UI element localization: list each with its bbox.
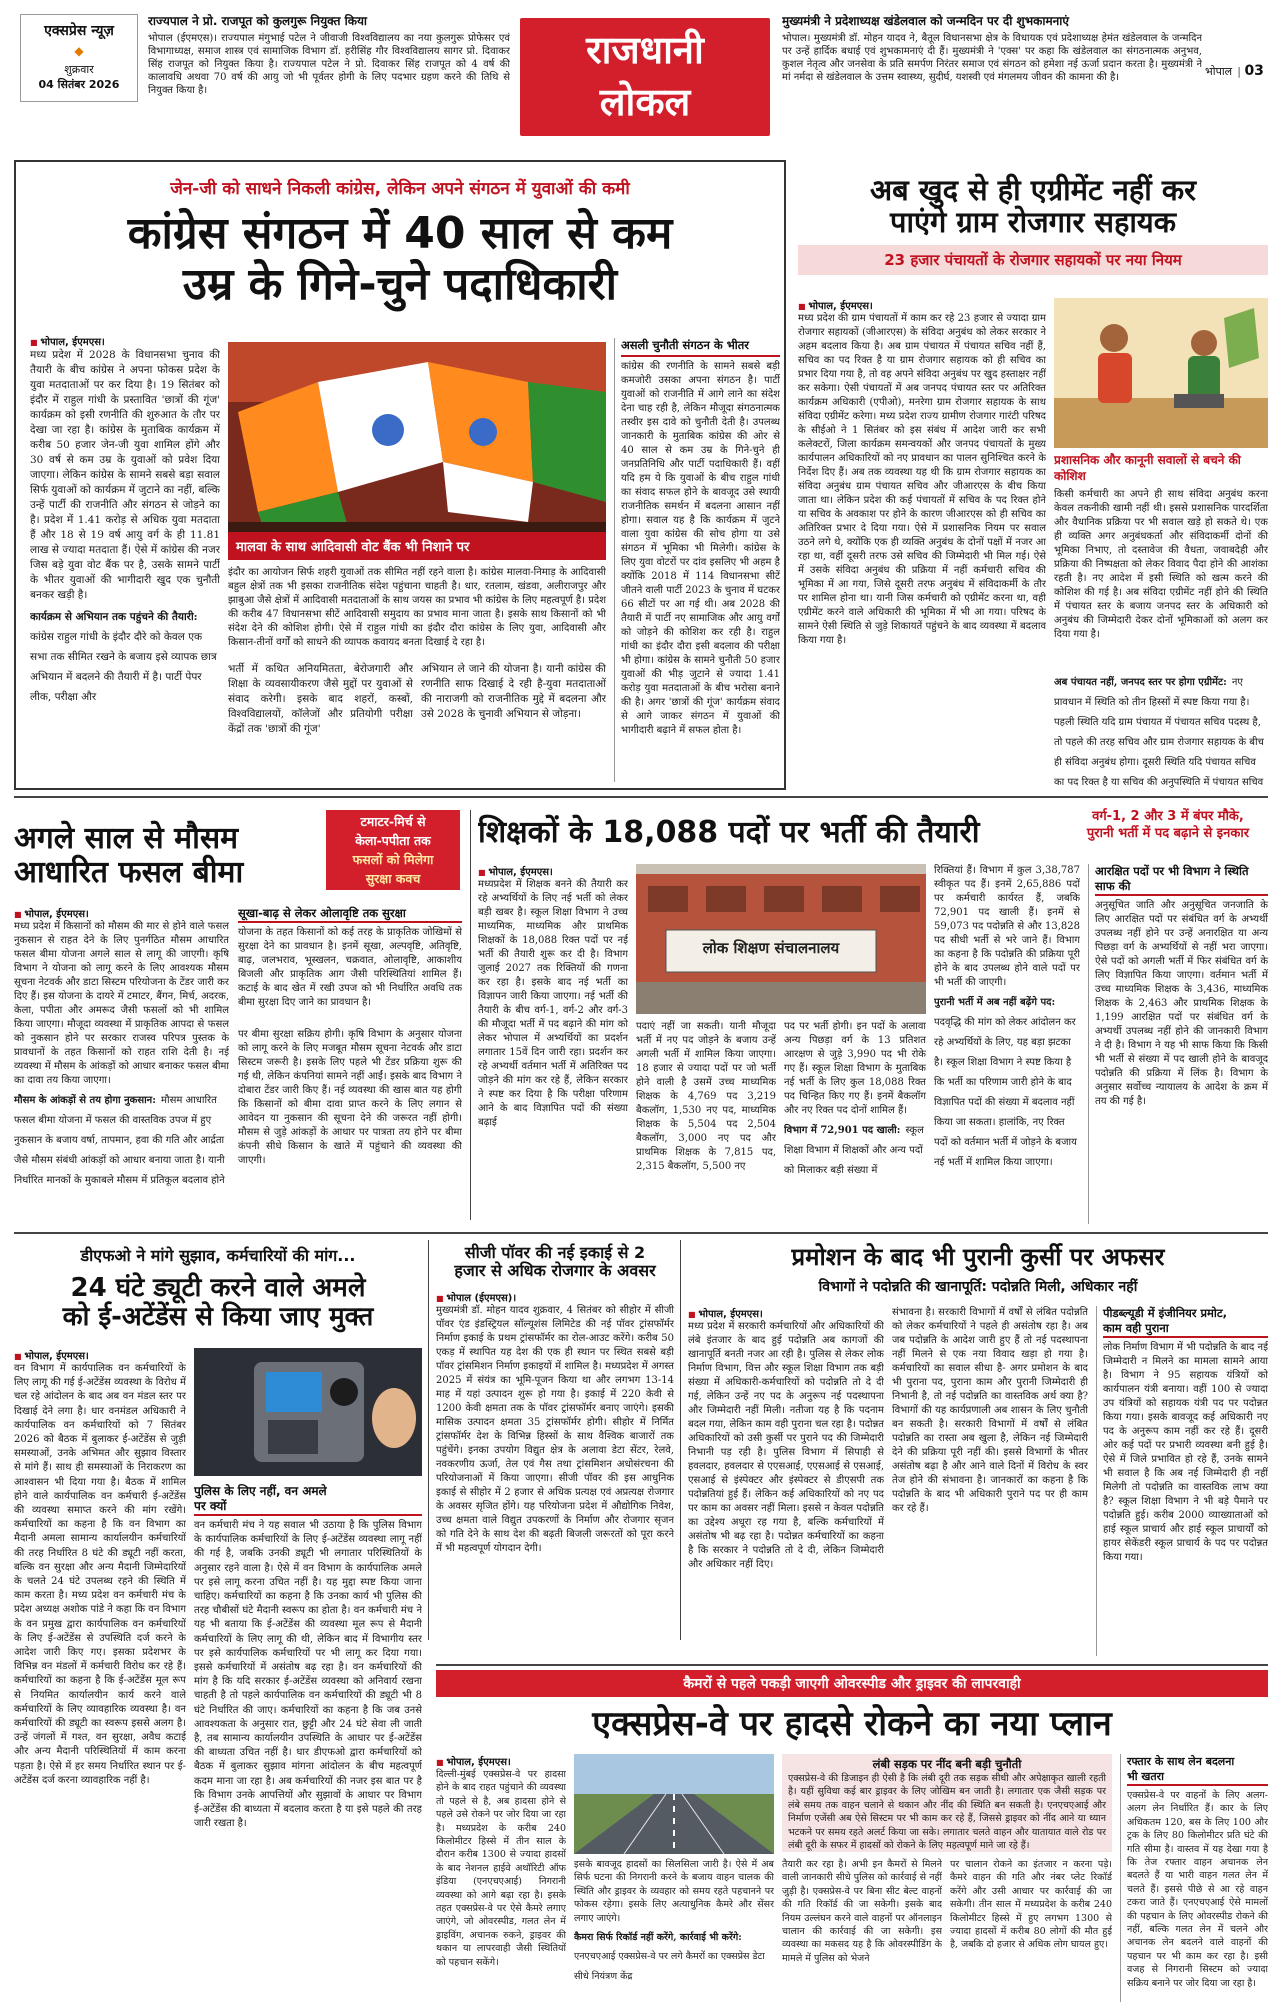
bima-col1 [14,906,229,1224]
etendance-headline-line1: 24 घंटे ड्यूटी करने वाले अमले [70,1273,366,1303]
expressway-box-text: एक्सप्रेस-वे की डिजाइन ही ऐसी है कि लंबी दूरी तक सड़क सीधी और अपेक्षाकृत खाली रहती है। यहीं सुविधा कई बार ड्राइवर के लिए जोखिम बन जाती है। लगातार एक जैसी सड़क पर लंबे समय तक वाहन चलाने से थकान और नींद की स्थिति बन सकती है। एनएचएआई और निर्माण एजेंसी अब ऐसे सिस्टम पर भी काम कर रहे हैं, जिससे ड्राइवर को नींद आने या ध्यान भटकने पर समय रहते अलर्ट किया जा सके। लगातार चलते वाहन और यातायात वाले रोड पर लंबी दूरी के सफर में हादसों को रोकने के लिए महत्वपूर्ण माने जा रहे हैं। [788,1773,1106,1852]
lead-box-title: असली चुनौती संगठन के भीतर [621,338,780,357]
folio-city: भोपाल [1205,65,1233,78]
lead-headline-line2: उम्र के गिने-चुने पदाधिकारी [182,259,618,311]
shikshak-col2b [784,1020,926,1224]
shikshak-col3 [934,864,1080,1224]
cgpower-story [436,1238,674,1658]
brief-right-text: भोपाल। मुख्यमंत्री डॉ. मोहन यादव ने, बैतूल विधानसभा क्षेत्र के विधायक एवं प्रदेशाध्यक्ष हेमंत खंडेलवाल के जन्मदिन पर उन्हें हार्दिक बधाई एवं शुभकामनाएं दी हैं। मुख्यमंत्री ने 'एक्स' पर कहा कि खंडेलवाल का संगठनात्मक अनुभव, कुशल नेतृत्व और जनसेवा के प्रति समर्पण निरंतर समाज एवं संगठन को हमेशा नई ऊर्जा प्रदान करता है। मुख्यमंत्री ने मां नर्मदा से खंडेलवाल के उत्तम स्वास्थ्य, सुदीर्घ, यशस्वी एवं मंगलमय जीवन की कामना की है। [782,33,1202,83]
bima-col2 [238,1028,462,1224]
bima-text-b: पर बीमा सुरक्षा सक्रिय होगी। कृषि विभाग के अनुसार योजना को लागू करने के लिए मजबूत मौसम सूचना नेटवर्क और डाटा सिस्टम जरूरी है। इसके लिए पहले भी टेंडर प्रक्रिया शुरू की गई थी, लेकिन कंपनियां सामने नहीं आईं। इसके बाद विभाग ने दोबारा टेंडर जारी किए हैं। नई व्यवस्था की खास बात यह होगी कि किसानों को बीमा दावा प्राप्त करने के लिए लगान से आवेदन या नुकसान की सूचना देने की जरूरत नहीं होगी। मौसम से जुड़े आंकड़ों के आधार पर पात्रता तय होने पर बीमा कंपनी सीधे किसान के खाते में पहुंचाने की व्यवस्था की जाएगी। [238,1029,462,1166]
col-divider-cgpower [680,1240,681,1640]
lead-kicker: जेन-जी को साधने निकली कांग्रेस, लेकिन अपने संगठन में युवाओं की कमी [170,179,630,199]
masthead [0,0,1279,160]
shikshak-col3-sub: पुरानी भर्ती में अब नहीं बढ़ेंगे पद: [934,997,1056,1008]
bima-tag-line4: सुरक्षा कवच [365,871,421,886]
expressway-col4-text: पर चालान रोकने का इंतजार न करना पड़े। कैमरे वाहन की गति और नंबर प्लेट रिकॉर्ड करेंगे और उसी आधार पर कार्रवाई की जा सकेगी। तीन साल में मध्यप्रदेश के करीब 240 किलोमीटर हिस्से में हुए लगभग 1300 से ज्यादा हादसों में करीब 80 लोगों की मौत हुई है, जबकि दो हजार से अधिक लोग घायल हुए। [950,1859,1112,1951]
section-banner [520,18,770,136]
gram-sub2: अब पंचायत नहीं, जनपद स्तर पर होगा एग्रीमेंट: [1054,677,1227,688]
folio-page-number: 03 [1244,63,1264,79]
cgpower-headline-line1: सीजी पॉवर की नई इकाई से 2 [464,1243,646,1262]
expressway-col2-sub: कैमरा सिर्फ रिकॉर्ड नहीं करेंगे, कार्रवाई भी करेंगे: [574,1932,742,1944]
expressway-col3 [782,1858,942,2002]
bima-box [238,906,462,1024]
lead-inner-box [614,338,780,782]
lead-strip [228,566,606,656]
logo-diamond-icon: ◆ [74,44,84,58]
expressway-kicker: कैमरों से पहले पकड़ी जाएगी ओवरस्पीड और ड्राइवर की लापरवाही [436,1670,1268,1697]
bima-tag-line2: केला-पपीता तक [355,833,431,848]
bima-box-text: योजना के तहत किसानों को कई तरह के प्राकृतिक जोखिमों से सुरक्षा देने का प्रावधान है। इनमें सूखा, अल्पवृष्टि, अतिवृष्टि, बाढ़, जलभराव, भूस्खलन, चक्रवात, ओलावृष्टि, आकाशीय बिजली और प्राकृतिक आग जैसी परिस्थितियां शामिल हैं। कटाई के बाद खेत में रखी उपज को भी निर्धारित अवधि तक बीमा सुरक्षा दिए जाने का प्रावधान है। [238,927,462,1008]
promotion-box [1096,1306,1268,1656]
expressway-headline: एक्सप्रेस-वे पर हादसे रोकने का नया प्लान [592,1704,1112,1744]
workers-illustration [1054,298,1268,448]
shikshak-col2b-text: पद पर भर्ती होगी। इन पदों के अलावा अन्य पिछड़ा वर्ग के 13 प्रतिशत आरक्षण से जुड़े 3,990 पद भी रोके गए हैं। स्कूल शिक्षा विभाग के मुताबिक नई भर्ती के लिए कुल 18,088 रिक्त पद चिन्हित किए गए हैं। इनमें बैकलॉग और नए रिक्त पद दोनों शामिल हैं। [784,1021,926,1116]
shikshak-subhead-line2: पुरानी भर्ती में पद बढ़ाने से इनकार [1086,826,1250,841]
lead-dateline: ■ भोपाल, ईएमएस। [30,334,220,348]
gram-col3 [1054,670,1268,788]
shikshak-col2a-text: पदाएं नहीं जा सकती। यानी मौजूदा भर्ती में नए पद जोड़ने के बजाय उन्हें अगली भर्ती में शामिल किया जाएगा। 18 हजार से ज्यादा पदों पर जो भर्ती होने वाली है उसमें उच्च माध्यमिक शिक्षक के 4,769 पद 3,219 बैकलॉग, 1,530 नए पद, माध्यमिक शिक्षक के 5,504 पद 2,504 बैकलॉग, 3,000 नए पद और प्राथमिक शिक्षक के 7,815 पद, 2,315 बैकलॉग, 5,500 नए [636,1021,776,1172]
promotion-story [688,1238,1268,1658]
bima-dateline: ■ भोपाल, ईएमएस। [14,906,229,920]
shikshak-subhead [1068,808,1268,858]
expressway-col2-subtext: एनएचएआई एक्सप्रेस-वे पर लगे कैमरों का एक्सप्रेस डेटा सीधे नियंत्रण केंद्र [574,1951,765,1982]
biometric-device-photo [194,1348,422,1476]
promotion-headline: प्रमोशन के बाद भी पुरानी कुर्सी पर अफसर [791,1243,1165,1271]
expressway-story [436,1670,1268,2004]
expressway-col3-text: तैयारी कर रहा है। अभी इन कैमरों से मिलने वाली जानकारी सीधे पुलिस को कार्रवाई से नहीं जुड़ी है। एक्सप्रेस-वे पर बिना सीट बेल्ट वाहनों की गति रिकॉर्ड की जा सकेगी। इसके बाद नियम उल्लंघन करने वाले वाहनों पर ऑनलाइन चालान की कार्रवाई की जा सकेगी। इस व्यवस्था का मकसद यह है कि ओवरस्पीडिंग के मामले में पुलिस को भेजने [782,1859,942,1964]
gram-text: मध्य प्रदेश की ग्राम पंचायतों में काम कर रहे 23 हजार से ज्यादा ग्राम रोजगार सहायकों (जीआरएस) के संविदा अनुबंध को लेकर सरकार ने अहम बदलाव किया है। अब ग्राम पंचायत में पंचायत सचिव नहीं हैं, सचिव का पद रिक्त है या ग्राम रोजगार सहायक को ही सचिव का प्रभार दिया गया है, तो वह अपने संविदा अनुबंध पर खुद हस्ताक्षर नहीं कर सकेगा। ऐसी पंचायतों में अब जनपद पंचायत स्तर पर अतिरिक्त कार्यक्रम अधिकारी (एपीओ), मनरेगा ग्राम रोजगार सहायक के साथ संविदा एग्रीमेंट करेगा। मध्य प्रदेश राज्य ग्रामीण रोजगार गारंटी परिषद के सीईओ ने 1 सितंबर को इस संबंध में आदेश जारी कर सभी कलेक्टरों, जिला कार्यक्रम समन्वयकों और जनपद पंचायतों के मुख्य कार्यपालन अधिकारियों को नए प्रावधान का पालन सुनिश्चित करने के निर्देश दिए हैं। अब तक व्यवस्था यह थी कि ग्राम रोजगार सहायक का संविदा अनुबंध ग्राम पंचायत सचिव और जीआरएस के बीच किया जाता था। लेकिन प्रदेश की कई पंचायतों में सचिव के पद रिक्त होने या सचिव के अवकाश पर होने के कारण जीआरएस को ही सचिव का अतिरिक्त प्रभार दे दिया गया। ऐसे में प्रशासनिक नियम पर सवाल उठने लगे थे, क्योंकि एक ही व्यक्ति अनुबंध के दोनों पक्षों में नजर आ रहा था, वहीं दूसरी तरफ उसे सचिव की जिम्मेदारी भी मिल गई। ऐसे में उसके संविदा अनुबंध की प्रक्रिया में नहीं कर्मचारी सचिव की भूमिका में आ गया, जिसे दूसरी तरफ अनुबंध में संविदाकर्मी के तौर पर शामिल होना था। यानी जिस कर्मचारी को एग्रीमेंट करना था, वही एग्रीमेंट करने वाले अधिकारी की भूमिका में भी आ गया। परिषद के सामने ऐसी स्थिति से जुड़े शिकायतें पहुंचने के बाद व्यवस्था में बदलाव किया गया है। [798,313,1046,646]
col-divider-bima [470,810,471,1220]
shikshak-col3-text: रिक्तियां हैं। विभाग में कुल 3,38,787 स्वीकृत पद हैं। इनमें 2,65,886 पदों पर कर्मचारी कार्यरत हैं, जबकि 72,901 पद खाली हैं। इनमें से 59,073 पद पदोन्नति से और 13,828 पद सीधी भर्ती से भरे जाने हैं। विभाग का कहना है कि पदोन्नति की प्रक्रिया पूरी होने के बाद उपलब्ध होने वाले पदों पर भी भर्ती की जाएगी। [934,865,1080,988]
gram-dateline: ■ भोपाल, ईएमएस। [798,298,1046,312]
gram-box-text: किसी कर्मचारी का अपने ही साथ संविदा अनुबंध करना केवल तकनीकी खामी नहीं थी। इससे प्रशासनिक पारदर्शिता और वैधानिक प्रक्रिया पर भी सवाल खड़े हो सकते थे। एक ही व्यक्ति अगर अनुबंधकर्ता और संविदाकर्मी दोनों की भूमिका निभाए, तो दस्तावेज की वैधता, जवाबदेही और प्रक्रिया की निष्पक्षता को लेकर विवाद पैदा होने की आशंका रहती है। नए आदेश में इसी स्थिति को खत्म करने की कोशिश की गई है। अब संविदा एग्रीमेंट नहीं होने की स्थिति में पंचायत स्तर के बजाय जनपद स्तर के अधिकारी को अनुबंध की जिम्मेदारी देकर दोनों भूमिकाओं को अलग कर दिया गया है। [1054,489,1268,640]
gram-box [1054,488,1268,668]
directorate-building-photo [636,864,926,1014]
shikshak-box-title: आरक्षित पदों पर भी विभाग ने स्थिति साफ की [1095,864,1268,896]
issue-day: शुक्रवार [64,63,94,76]
gram-subhead: 23 हजार पंचायतों के रोजगार सहायकों पर नया नियम [798,245,1268,275]
lead-col1-subtext: कांग्रेस राहुल गांधी के इंदौर दौरे को केवल एक सभा तक सीमित रखने के बजाय इसे व्यापक छात्र अभियान में बदलने की तैयारी में है। पार्टी पेपर लीक, परीक्षा और [30,631,217,703]
etendance-dateline: ■ भोपाल, ईएमएस। [14,1348,186,1362]
shikshak-headline: शिक्षकों के 18,088 पदों पर भर्ती की तैयारी [478,815,980,850]
rally-flags-photo [228,342,606,560]
etendance-headline-line2: को ई-अटेंडेंस से किया जाए मुक्त [62,1302,374,1333]
lead-col1-subhead: कार्यक्रम से अभियान तक पहुंचने की तैयारी: [30,611,198,623]
row-divider-1 [14,796,1268,798]
brief-left-text: भोपाल (ईएमएस)। राज्यपाल मंगुभाई पटेल ने जीवाजी विश्वविद्यालय का नया कुलगुरू प्रोफेसर एवं विभागाध्यक्ष, समाज शास्त्र एवं सामाजिक विभाग डॉ. हरीसिंह गौर विश्वविद्यालय सागर प्रो. दिवाकर सिंह राजपूत को नियुक्त किया है। राज्यपाल पटेल ने प्रो. दिवाकर सिंह राजपूत को 4 वर्ष की कालावधि अथवा 70 वर्ष की आयु जो भी पूर्वतर होगी के लिए पदभार ग्रहण करने की तिथि से नियुक्त किया है। [148,33,510,96]
bima-tag-line3: फसलों को मिलेगा [352,852,434,867]
bima-sub1-text: मौसम आधारित फसल बीमा योजना में फसल की वास्तविक उपज में हुए नुकसान के बजाय वर्षा, तापमान, हवा की गति और आर्द्रता जैसे मौसम संबंधी आंकड़ों को आधार बनाया जाता है। यानी निर्धारित मानकों के मुकाबले मौसम में प्रतिकूल बदलाव होने [14,1095,225,1186]
shikshak-col3-subtext: पदवृद्धि की मांग को लेकर आंदोलन कर रहे अभ्यर्थियों के लिए, यह बड़ा झटका है। स्कूल शिक्षा विभाग ने स्पष्ट किया है कि भर्ती का परिणाम जारी होने के बाद विज्ञापित पदों की संख्या में बदलाव नहीं किया जा सकता। हालांकि, नए रिक्त पदों को वर्तमान भर्ती में जोड़ने के बजाय नई भर्ती में शामिल किया जाएगा। [934,1017,1077,1168]
expressway-side-title-line1: रफ्तार के साथ लेन बदलना [1127,1755,1235,1768]
expressway-col1-text: दिल्ली-मुंबई एक्सप्रेस-वे पर हादसा होने के बाद राहत पहुंचाने की व्यवस्था तो पहले से है, अब हादसा होने से पहले उसे रोकने पर जोर दिया जा रहा है। मध्यप्रदेश के करीब 240 किलोमीटर हिस्से में तीन साल के दौरान करीब 1300 से ज्यादा हादसों के बाद नेशनल हाईवे अथॉरिटी ऑफ इंडिया (एनएचएआई) निगरानी व्यवस्था को आगे बढ़ा रहा है। इसके तहत एक्सप्रेस-वे पर ऐसे कैमरे लगाए जाएंगे, जो ओवरस्पीड, गलत लेन में ड्राइविंग, अचानक रुकने, ड्राइवर की थकान या लापरवाही जैसी स्थितियों को पहचान सकेंगे। [436,1769,566,1968]
expressway-col2 [574,1858,774,2002]
expressway-col1 [436,1754,566,2002]
paper-name: एक्सप्रेस न्यूज़ [44,23,114,39]
bima-headline-line2: आधारित फसल बीमा [14,854,244,890]
shikshak-box-text: अनुसूचित जाति और अनुसूचित जनजाति के लिए आरक्षित पदों पर संबंधित वर्ग के अभ्यर्थी उपलब्ध नहीं होने पर उन्हें अनारक्षित या अन्य पिछड़ा वर्ग के अभ्यर्थियों से नहीं भरा जाएगा। ऐसे पदों को अगली भर्ती में फिर संबंधित वर्ग के लिए विज्ञापित किया जाएगा। वर्तमान भर्ती में उच्च माध्यमिक शिक्षक के 3,436, माध्यमिक शिक्षक के 2,463 और प्राथमिक शिक्षक के 1,199 आरक्षित पदों पर संबंधित वर्ग के अभ्यर्थी उपलब्ध नहीं होने की जानकारी विभाग ने दी है। विभाग ने यह भी साफ किया कि किसी भी भर्ती से संख्या में पद खाली होने के बावजूद पदोन्नति की प्रक्रिया में लिंक है। विभाग के अनुसार सर्वोच्च न्यायालय के आदेश के क्रम में तय की गई है। [1095,900,1268,1107]
lead-col1 [30,334,220,784]
gram-photo-caption: प्रशासनिक और कानूनी सवालों से बचने की कोशिश [1054,453,1241,483]
cgpower-dateline: ■ भोपाल (ईएमएस)। [436,1290,674,1304]
expressway-side-box [1120,1754,1268,2002]
etendance-story [14,1238,422,2002]
shikshak-col2a [636,1020,776,1224]
cgpower-body [436,1290,674,1656]
lead-strip-text: इंदौर का आयोजन सिर्फ शहरी युवाओं तक सीमित नहीं रहने वाला है। कांग्रेस मालवा-निमाड़ के आदिवासी बहुल क्षेत्रों तक भी इसका राजनीतिक संदेश पहुंचाना चाहती है। धार, रतलाम, खंडवा, अलीराजपुर और झाबुआ जैसे क्षेत्रों में आदिवासी मतदाताओं के साथ जयस का प्रभाव भी कांग्रेस के लिए महत्वपूर्ण है। प्रदेश की करीब 47 विधानसभा सीटें आदिवासी समुदाय का प्रभाव माना जाता है। इसके साथ किसानों को भी संदेश देने की कोशिश होगी। ऐसे में राहुल गांधी का इंदौर दौरा कांग्रेस के लिए युवा, आदिवासी और किसान-तीनों वर्गों को साधने की व्यापक कवायद बनता दिखाई दे रहा है। [228,567,606,648]
expressway-road-photo [574,1754,774,1854]
shikshak-story [478,802,1268,1226]
promotion-col2-text: संभावना है। सरकारी विभागों में वर्षों से लंबित पदोन्नति को लेकर कर्मचारियों ने पहले ही असंतोष रहा है। अब जब पदोन्नति के आदेश जारी हुए हैं तो नई पदस्थापना नहीं मिलने से एक नया विवाद खड़ा हो गया है। कर्मचारियों का सवाल सीधा है- अगर प्रमोशन के बाद भी पुराना पद, पुराना काम और पुरानी जिम्मेदारी ही निभानी है, तो नई पदोन्नति का वास्तविक अर्थ क्या है? विभागों की यह कार्यप्रणाली अब शासन के लिए चुनौती बन सकती है। सरकारी विभागों में वर्षों से लंबित पदोन्नति का रास्ता अब खुला है, लेकिन नई जिम्मेदारी देने की प्रक्रिया पूरी नहीं की। इससे विभागों के भीतर असंतोष बढ़ा है और आने वाले दिनों में विरोध के स्वर तेज होने की संभावना है। जानकारों का कहना है कि पदोन्नति के बाद भी अधिकारी पुराने पद पर ही काम कर रहे हैं। [892,1307,1088,1514]
lead-col-b [228,662,413,784]
row-divider-3 [436,1664,1268,1666]
promotion-subhead: विभागों ने पदोन्नति की खानापूर्ति: पदोन्नति मिली, अधिकार नहीं [818,1278,1138,1295]
bima-headline-line1: अगले साल से मौसम [14,821,239,856]
promotion-col2 [892,1306,1088,1656]
bima-sub1: मौसम के आंकड़ों से तय होगा नुकसान: [14,1095,156,1106]
page-folio: भोपाल | 03 [1205,63,1264,79]
expressway-box-title: लंबी सड़क पर नींद बनी बड़ी चुनौती [872,1757,1022,1771]
gram-col1 [798,298,1046,788]
rally-photo-caption: मालवा के साथ आदिवासी वोट बैंक भी निशाने पर [228,532,606,560]
expressway-box [782,1754,1112,1852]
expressway-side-title-line2: भी खतरा [1127,1769,1268,1786]
gram-headline-line2: पाएंगे ग्राम रोजगार सहायक [889,205,1177,240]
promotion-box-text: लोक निर्माण विभाग में भी पदोन्नति के बाद नई जिम्मेदारी न मिलने का मामला सामने आया है। विभाग ने 95 सहायक यंत्रियों को कार्यपालन यंत्री बनाया। वहीं 100 से ज्यादा उप यंत्रियों को सहायक यंत्री पद पर पदोन्नत किया गया। इसके बावजूद कई अधिकारी नए पद के अनुरूप काम नहीं कर रहे हैं। दूसरी ओर कई पदों पर प्रभारी व्यवस्था बनी हुई है। ऐसे में जिले प्रभावित हो रहे हैं, उनके सामने भी सवाल है कि अब नई जिम्मेदारी ही नहीं मिलेगी तो पदोन्नति का वास्तविक लाभ क्या है? स्कूल शिक्षा विभाग ने भी बड़े पैमाने पर पदोन्नति हुई। करीब 2000 व्याख्याताओं को हाई स्कूल प्राचार्य और हाई स्कूल प्राचार्यों को हायर सेकेंडरी स्कूल प्राचार्य के पद पर पदोन्नत किया गया। [1103,1342,1268,1563]
expressway-col4 [950,1858,1112,2002]
brief-left [148,14,510,124]
shikshak-col1 [478,864,628,1224]
etendance-box-text: वन कर्मचारी मंच ने यह सवाल भी उठाया है कि पुलिस विभाग के कार्यपालिक कर्मचारियों के लिए ई-अटेंडेंस व्यवस्था लागू नहीं की गई है, जबकि उनकी ड्यूटी भी लगातार परिस्थितियों के अनुसार रहने वाला है। ऐसे में वन विभाग के कार्यपालिक अमले पर इसे लागू करना उचित नहीं है। यह मुद्दा स्पष्ट किया जाना चाहिए। कर्मचारियों का कहना है कि उनका कार्य भी पुलिस की तरह चौबीसों घंटे मैदानी स्वरूप का होता है। वन कर्मचारी मंच ने यह भी बताया कि ई-अटेंडेंस की व्यवस्था मूल रूप से मैदानी कर्मचारियों के लिए लागू की थी, लेकिन बाद में विभागीय स्तर पर इसे कार्यपालिक कर्मचारियों पर भी लागू कर दिया गया। इससे कर्मचारियों में असंतोष बढ़ रहा है। वन कर्मचारियों की मांग है कि यदि सरकार ई-अटेंडेंस व्यवस्था को अनिवार्य रखना चाहती है तो पहले कार्यपालिक वन कर्मचारियों की ड्यूटी भी 8 घंटे निर्धारित की जाए। कर्मचारियों का कहना है कि जब उनसे आवश्यकता के अनुसार रात, छुट्टी और 24 घंटे सेवा ली जाती है, तब सामान्य कार्यालयीन उपस्थिति के आधार पर ई-अटेंडेंस की बाध्यता उचित नहीं है। धार डीएफओ द्वारा कर्मचारियों को बैठक में बुलाकर सुझाव मांगना आंदोलन के बीच महत्वपूर्ण कदम माना जा रहा है। अब कर्मचारियों की नजर इस बात पर है कि विभाग उनके आपत्तियों और सुझावों के आधार पर विभाग ई-अटेंडेंस की बाध्यता में बदलाव करता है या इसे पहले की तरह जारी रखता है। [194,1520,422,1830]
lead-col-c [421,662,606,784]
issue-date: 04 सितंबर 2026 [38,78,120,91]
lead-box-text: कांग्रेस की रणनीति के सामने सबसे बड़ी कमजोरी उसका अपना संगठन है। पार्टी युवाओं को राजनीति में आगे लाने का संदेश देना चाह रही है, लेकिन मौजूदा संगठनात्मक तस्वीर इस दावे को चुनौती देती है। उपलब्ध जानकारी के मुताबिक कांग्रेस की ओर से 40 साल से कम उम्र के गिने-चुने ही जनप्रतिनिधि और पार्टी पदाधिकारी हैं। वहीं यदि हम ये कि युवाओं के बीच राहुल गांधी का संवाद सफल होने के बावजूद उसे स्थायी राजनीतिक समर्थन में बदलना आसान नहीं होगा। सवाल यह है कि कार्यक्रम में जुटने वाला युवा कांग्रेस की सोच होगा या उसे संगठन में भूमिका भी मिलेगी। कांग्रेस के लिए युवा वोटरों पर दांव इसलिए भी अहम है क्योंकि 2018 में 114 विधानसभा सीटें जीतने वाली पार्टी 2023 के चुनाव में घटकर 66 सीटों पर आ गई थी। अब 2028 की तैयारी में पार्टी नए सामाजिक और आयु वर्गों को जोड़ने की कोशिश कर रही है। राहुल गांधी का इंदौर दौरा इसी बदलाव की परीक्षा भी होगा। कांग्रेस के सामने चुनौती 50 हजार युवाओं की भीड़ जुटाने से ज्यादा 1.41 करोड़ युवा मतदाताओं के बीच भरोसा बनाने की है। अगर 'छात्रों की गूंज' कार्यक्रम संवाद से आगे जाकर संगठन में युवाओं की भागीदारी बढ़ाने में सफल होता है। [621,361,780,736]
promotion-box-title-line2: काम वही पुराना [1103,1321,1268,1338]
expressway-col2-text: इसके बावजूद हादसों का सिलसिला जारी है। ऐसे में अब सिर्फ घटना की निगरानी करने के बजाय वाहन चालक की स्थिति और ड्राइवर के व्यवहार को समय रहते पहचानने पर फोकस रहेगा। इसके लिए अत्याधुनिक कैमरे और सेंसर लगाए जाएंगे। [574,1859,774,1924]
etendance-box-title-line2: पर क्यों [194,1499,422,1516]
lead-headline-line1: कांग्रेस संगठन में 40 साल से कम [127,208,673,259]
gram-story [798,160,1268,790]
promotion-col1 [688,1306,884,1656]
lead-col1-text: मध्य प्रदेश में 2028 के विधानसभा चुनाव की तैयारी के बीच कांग्रेस ने अपना फोकस प्रदेश के युवा मतदाताओं पर कर दिया है। 19 सितंबर को इंदौर में राहुल गांधी के प्रस्तावित 'छात्रों की गूंज' कार्यक्रम को इसी रणनीति की शुरुआत के तौर पर देखा जा रहा है। कांग्रेस के मुताबिक कार्यक्रम में करीब 50 हजार जेन-जी युवा शामिल होंगे और 30 वर्ष से कम उम्र के युवाओं को प्रवेश दिया जाएगा। लेकिन कांग्रेस के सामने सबसे बड़ा सवाल सिर्फ युवाओं को कार्यक्रम में जुटाने का नहीं, बल्कि उन्हें पार्टी की राजनीति और संगठन से जोड़ने का है। प्रदेश में 1.41 करोड़ से अधिक युवा मतदाता हैं और 18 से 19 वर्ष आयु वर्ग के ही 11.81 लाख से ज्यादा मतदाता हैं। ऐसे में कांग्रेस की नजर जिस बड़े युवा वोट बैंक पर है, उसके सामने पार्टी के भीतर युवाओं की भागीदारी खुद एक चुनौती बनकर खड़ी है। [30,349,220,601]
etendance-box-title-line1: पुलिस के लिए नहीं, वन अमले [194,1484,327,1498]
col-divider-etendance [428,1240,429,1640]
expressway-dateline: ■ भोपाल, ईएमएस। [436,1754,566,1768]
brief-left-title: राज्यपाल ने प्रो. राजपूत को कुलगुरू नियुक्त किया [148,14,368,28]
section-title-line2: लोकल [599,80,691,124]
directorate-sign-text: लोक शिक्षण संचालनालय [702,939,840,957]
shikshak-col1-text: मध्यप्रदेश में शिक्षक बनने की तैयारी कर रहे अभ्यर्थियों के लिए नई भर्ती को लेकर बड़ी खबर है। स्कूल शिक्षा विभाग ने उच्च माध्यमिक, माध्यमिक और प्राथमिक शिक्षकों के 18,088 रिक्त पदों पर नई भर्ती की तैयारी शुरू कर दी है। विभाग जुलाई 2027 तक रिक्तियों की गणना कर रहा है। इसके बाद नई भर्ती का विज्ञापन जारी किया जाएगा। नई भर्ती की तैयारी के बीच वर्ग-1, वर्ग-2 और वर्ग-3 की मौजूदा भर्ती में पद बढ़ाने की मांग को लेकर भोपाल में अभ्यर्थियों का प्रदर्शन लगातार 15वें दिन जारी रहा। प्रदर्शन कर रहे अभ्यर्थी वर्तमान भर्ती में अतिरिक्त पद जोड़ने की मांग कर रहे हैं, लेकिन सरकार ने स्पष्ट कर दिया है कि परीक्षा परिणाम आने के बाद विज्ञापित पदों की संख्या बढ़ाई [478,879,628,1128]
lead-story [14,160,786,790]
row-divider-2 [14,1232,1268,1234]
etendance-col1 [14,1348,186,2000]
gram-sub2-text: नए प्रावधान में स्थिति को तीन हिस्सों में स्पष्ट किया गया है। पहली स्थिति यदि ग्राम पंचायत में पंचायत सचिव पदस्थ है, तो पहले की तरह सचिव और ग्राम रोजगार सहायक के बीच ही संविदा अनुबंध होगा। दूसरी स्थिति यदि पंचायत सचिव का पद रिक्त है या सचिव की अनुपस्थिति में पंचायत सचिव [1054,677,1264,788]
bima-tag-line1: टमाटर-मिर्च से [360,814,426,829]
paper-logo-box [20,14,138,102]
bima-tag-box [326,810,460,890]
shikshak-col2b-sub: विभाग में 72,901 पद खाली: [784,1125,901,1136]
cgpower-headline-line2: हजार से अधिक रोजगार के अवसर [454,1260,656,1280]
section-title-line1: राजधानी [586,28,704,72]
brief-right-title: मुख्यमंत्री ने प्रदेशाध्यक्ष खंडेलवाल को जन्मदिन पर दी शुभकामनाएं [782,14,1070,28]
lead-col-b-text: भर्ती में कथित अनियमितता, बेरोजगारी और शिक्षा के व्यवसायीकरण जैसे मुद्दों पर युवाओं से संवाद करेगी। इसके बाद शहरों, कस्बों, विश्वविद्यालयों, कॉलेजों और प्रतियोगी परीक्षा केंद्रों तक 'छात्रों की गूंज' [228,663,413,735]
expressway-side-text: एक्सप्रेस-वे पर वाहनों के लिए अलग-अलग लेन निर्धारित हैं। कार के लिए अधिकतम 120, बस के लिए 100 और ट्रक के लिए 80 किलोमीटर प्रति घंटे की गति सीमा है। वास्तव में यह देखा गया है कि तेज रफ्तार वाहन अचानक लेन बदलते हैं या भारी वाहन गलत लेन में चलते हैं। इससे पीछे से आ रहे वाहन टकरा जाते हैं। एनएचएआई ऐसे मामलों की पहचान के लिए ओवरस्पीड रोकने की नहीं, बल्कि गलत लेन में चलने और अचानक लेन बदलने वाले वाहनों की पहचान पर भी काम कर रहा है। इसी वजह से निगरानी सिस्टम को ज्यादा सक्रिय बनाने पर जोर दिया जा रहा है। [1127,1790,1268,1989]
shikshak-col2b-subtext: स्कूल शिक्षा विभाग में शिक्षकों और अन्य पदों को मिलाकर बड़ी संख्या में [784,1125,924,1176]
shikshak-dateline: ■ भोपाल, ईएमएस। [478,864,628,878]
gram-headline-line1: अब खुद से ही एग्रीमेंट नहीं कर [870,173,1196,207]
shikshak-subhead-line1: वर्ग-1, 2 और 3 में बंपर मौके, [1092,809,1244,824]
promotion-col1-text: मध्य प्रदेश में सरकारी कर्मचारियों और अधिकारियों की लंबे इंतजार के बाद हुई पदोन्नति अब कागजों की खानापूर्ति बनती नजर आ रही है। पुलिस से लेकर लोक निर्माण विभाग, वित्त और स्कूल शिक्षा विभाग तक बड़ी संख्या में अधिकारी-कर्मचारियों को पदोन्नति तो दे दी गई, लेकिन उन्हें नए पद के अनुरूप नई पदस्थापना और जिम्मेदारी नहीं मिली। नतीजा यह है कि पदनाम बदल गया, लेकिन काम वही पुराना चल रहा है। पदोन्नत अधिकारियों को उसी कुर्सी पर पुराने पद की जिम्मेदारी निभानी पड़ रही है। पुलिस विभाग में सिपाही से हवलदार, हवलदार से एएसआई, एएसआई से एसआई, एसआई से इंस्पेक्टर और इंस्पेक्टर से डीएसपी तक पदोन्नतियां हुई हैं। लेकिन कई अधिकारियों को नए पद पर काम का अवसर नहीं मिला। इससे न केवल पदोन्नति का उद्देश्य अधूरा रह गया है, बल्कि कर्मचारियों में असंतोष भी बढ़ रहा है। पदोन्नत कर्मचारियों का कहना है कि सरकार ने पदोन्नति तो दे दी, लेकिन जिम्मेदारी और अधिकार नहीं दिए। [688,1321,884,1570]
promotion-box-title-line1: पीडब्ल्यूडी में इंजीनियर प्रमोट, [1103,1306,1228,1320]
brief-right [782,14,1202,134]
lead-col-c-text: अभियान ले जाने की योजना है। यानी कांग्रेस की रणनीति साफ दिखाई दे रही है-युवा मतदाताओं की नाराजगी को राजनीतिक मुद्दे में बदलना और उसे 2028 के चुनावी अभियान से जोड़ना। [421,663,606,720]
bima-box-title: सूखा-बाढ़ से लेकर ओलावृष्टि तक सुरक्षा [238,906,462,923]
etendance-kicker: डीएफओ ने मांगे सुझाव, कर्मचारियों की मांग... [80,1246,356,1265]
shikshak-box [1088,864,1268,1224]
etendance-box [194,1484,422,2000]
etendance-col1-text: वन विभाग में कार्यपालिक वन कर्मचारियों के लिए लागू की गई ई-अटेंडेंस व्यवस्था के विरोध में चल रहे आंदोलन के बाद अब वन मंडल स्तर पर दिखाई देने लगा है। धार वनमंडल अधिकारी ने कार्यपालिक वन कर्मचारियों को 7 सितंबर 2026 को बैठक में बुलाकर ई-अटेंडेंस से जुड़ी समस्याओं, उनके अभिमत और सुझाव विस्तार से मांगे हैं। साथ ही समस्याओं के निराकरण का आश्वासन भी दिया गया है। बैठक में शामिल होने वाले कार्यपालिक वन कर्मचारी ई-अटेंडेंस की व्यवस्था समाप्त करने की मांग रखेंगे। कर्मचारियों का कहना है कि वन विभाग का मैदानी अमला सामान्य कार्यालयीन कर्मचारियों की तरह निर्धारित 8 घंटे की ड्यूटी नहीं करता, बल्कि वन सुरक्षा और अन्य मैदानी जिम्मेदारियों के चलते 24 घंटे उपलब्ध रहने की स्थिति में काम करता है। मध्य प्रदेश वन कर्मचारी मंच के प्रदेश अध्यक्ष अशोक पांडे ने कहा कि वन विभाग के वन प्रमुख द्वारा कार्यपालिक वन कर्मचारियों के लिए ई-अटेंडेंस से उपस्थिति दर्ज करने के आदेश जारी किए गए। इसका प्रदेशभर के विभिन्न वन मंडलों में कर्मचारी विरोध कर रहे हैं। कर्मचारियों का कहना है कि ई-अटेंडेंस मूल रूप से नियमित कार्यालयीन कार्य करने वाले कर्मचारियों के लिए व्यावहारिक व्यवस्था है। वन कर्मचारियों की ड्यूटी का स्वरूप इससे अलग है। उन्हें जंगलों में गश्त, वन सुरक्षा, अवैध कटाई और अन्य मैदानी परिस्थितियों में काम करना पड़ता है। ऐसे में हर समय निर्धारित स्थान पर ई-अटेंडेंस दर्ज करना व्यावहारिक नहीं है। [14,1363,186,1786]
bima-text-a: मध्य प्रदेश में किसानों को मौसम की मार से होने वाले फसल नुकसान से राहत देने के लिए पुनर्गठित मौसम आधारित फसल बीमा योजना अगले साल से लागू की जाएगी। कृषि विभाग ने योजना को लागू करने के लिए आवश्यक मौसम सूचना नेटवर्क और डाटा सिस्टम परियोजना के टेंडर जारी कर दिए हैं। इस योजना के दायरे में टमाटर, बैंगन, मिर्च, अदरक, केला, पपीता और अमरूद जैसी फसलों को भी शामिल किया जाएगा। मौजूदा व्यवस्था में प्राकृतिक आपदा से फसल को नुकसान होने पर सरकार राजस्व परिपत्र पुस्तक के प्रावधानों के तहत किसानों को राहत राशि देती है। नई व्यवस्था में मौसम के आंकड़ों को आधार बनाकर फसल बीमा का दावा तय किया जाएगा। [14,921,229,1086]
promotion-dateline: ■ भोपाल, ईएमएस। [688,1306,884,1320]
bima-story [14,802,462,1226]
cgpower-text: मुख्यमंत्री डॉ. मोहन यादव शुक्रवार, 4 सितंबर को सीहोर में सीजी पॉवर एंड इंडस्ट्रियल सॉल्यूशंस लिमिटेड की नई पॉवर ट्रांसफॉर्मर निर्माण इकाई के प्रथम ट्रांसफॉर्मर का रोल-आउट करेंगे। करीब 50 एकड़ में स्थापित यह देश की एक ही स्थान पर स्थित सबसे बड़ी पॉवर ट्रांसमिशन निर्माण इकाइयों में शामिल है। मध्यप्रदेश में अगस्त 2025 में संयंत्र का भूमि-पूजन किया था और लगभग 13-14 माह में यहां उत्पादन शुरू हो गया है। इकाई में 220 केवी से 1200 केवी क्षमता तक के पॉवर ट्रांसफॉर्मर बनाए जाएंगे। इसकी मासिक उत्पादन क्षमता 35 ट्रांसफॉर्मर होगी। सीहोर में निर्मित ट्रांसफॉर्मर देश के विभिन्न हिस्सों के साथ वैश्विक बाजारों तक पहुंचेंगे। इनका उपयोग विद्युत क्षेत्र के अलावा डेटा सेंटर, रेलवे, नवकरणीय ऊर्जा, तेल एवं गैस तथा ट्रांसमिशन अधोसंरचना की परियोजनाओं में किया जाएगा। सीजी पॉवर की इस आधुनिक इकाई से सीहोर में 2 हजार से अधिक प्रत्यक्ष एवं अप्रत्यक्ष रोजगार के अवसर सृजित होंगे। यह परियोजना प्रदेश में औद्योगिक निवेश, उच्च क्षमता वाले विद्युत उपकरणों के निर्माण और रोजगार सृजन को गति देने के साथ देश की बढ़ती बिजली जरूरतों को पूरा करने में भी महत्वपूर्ण योगदान देगी। [436,1305,674,1554]
